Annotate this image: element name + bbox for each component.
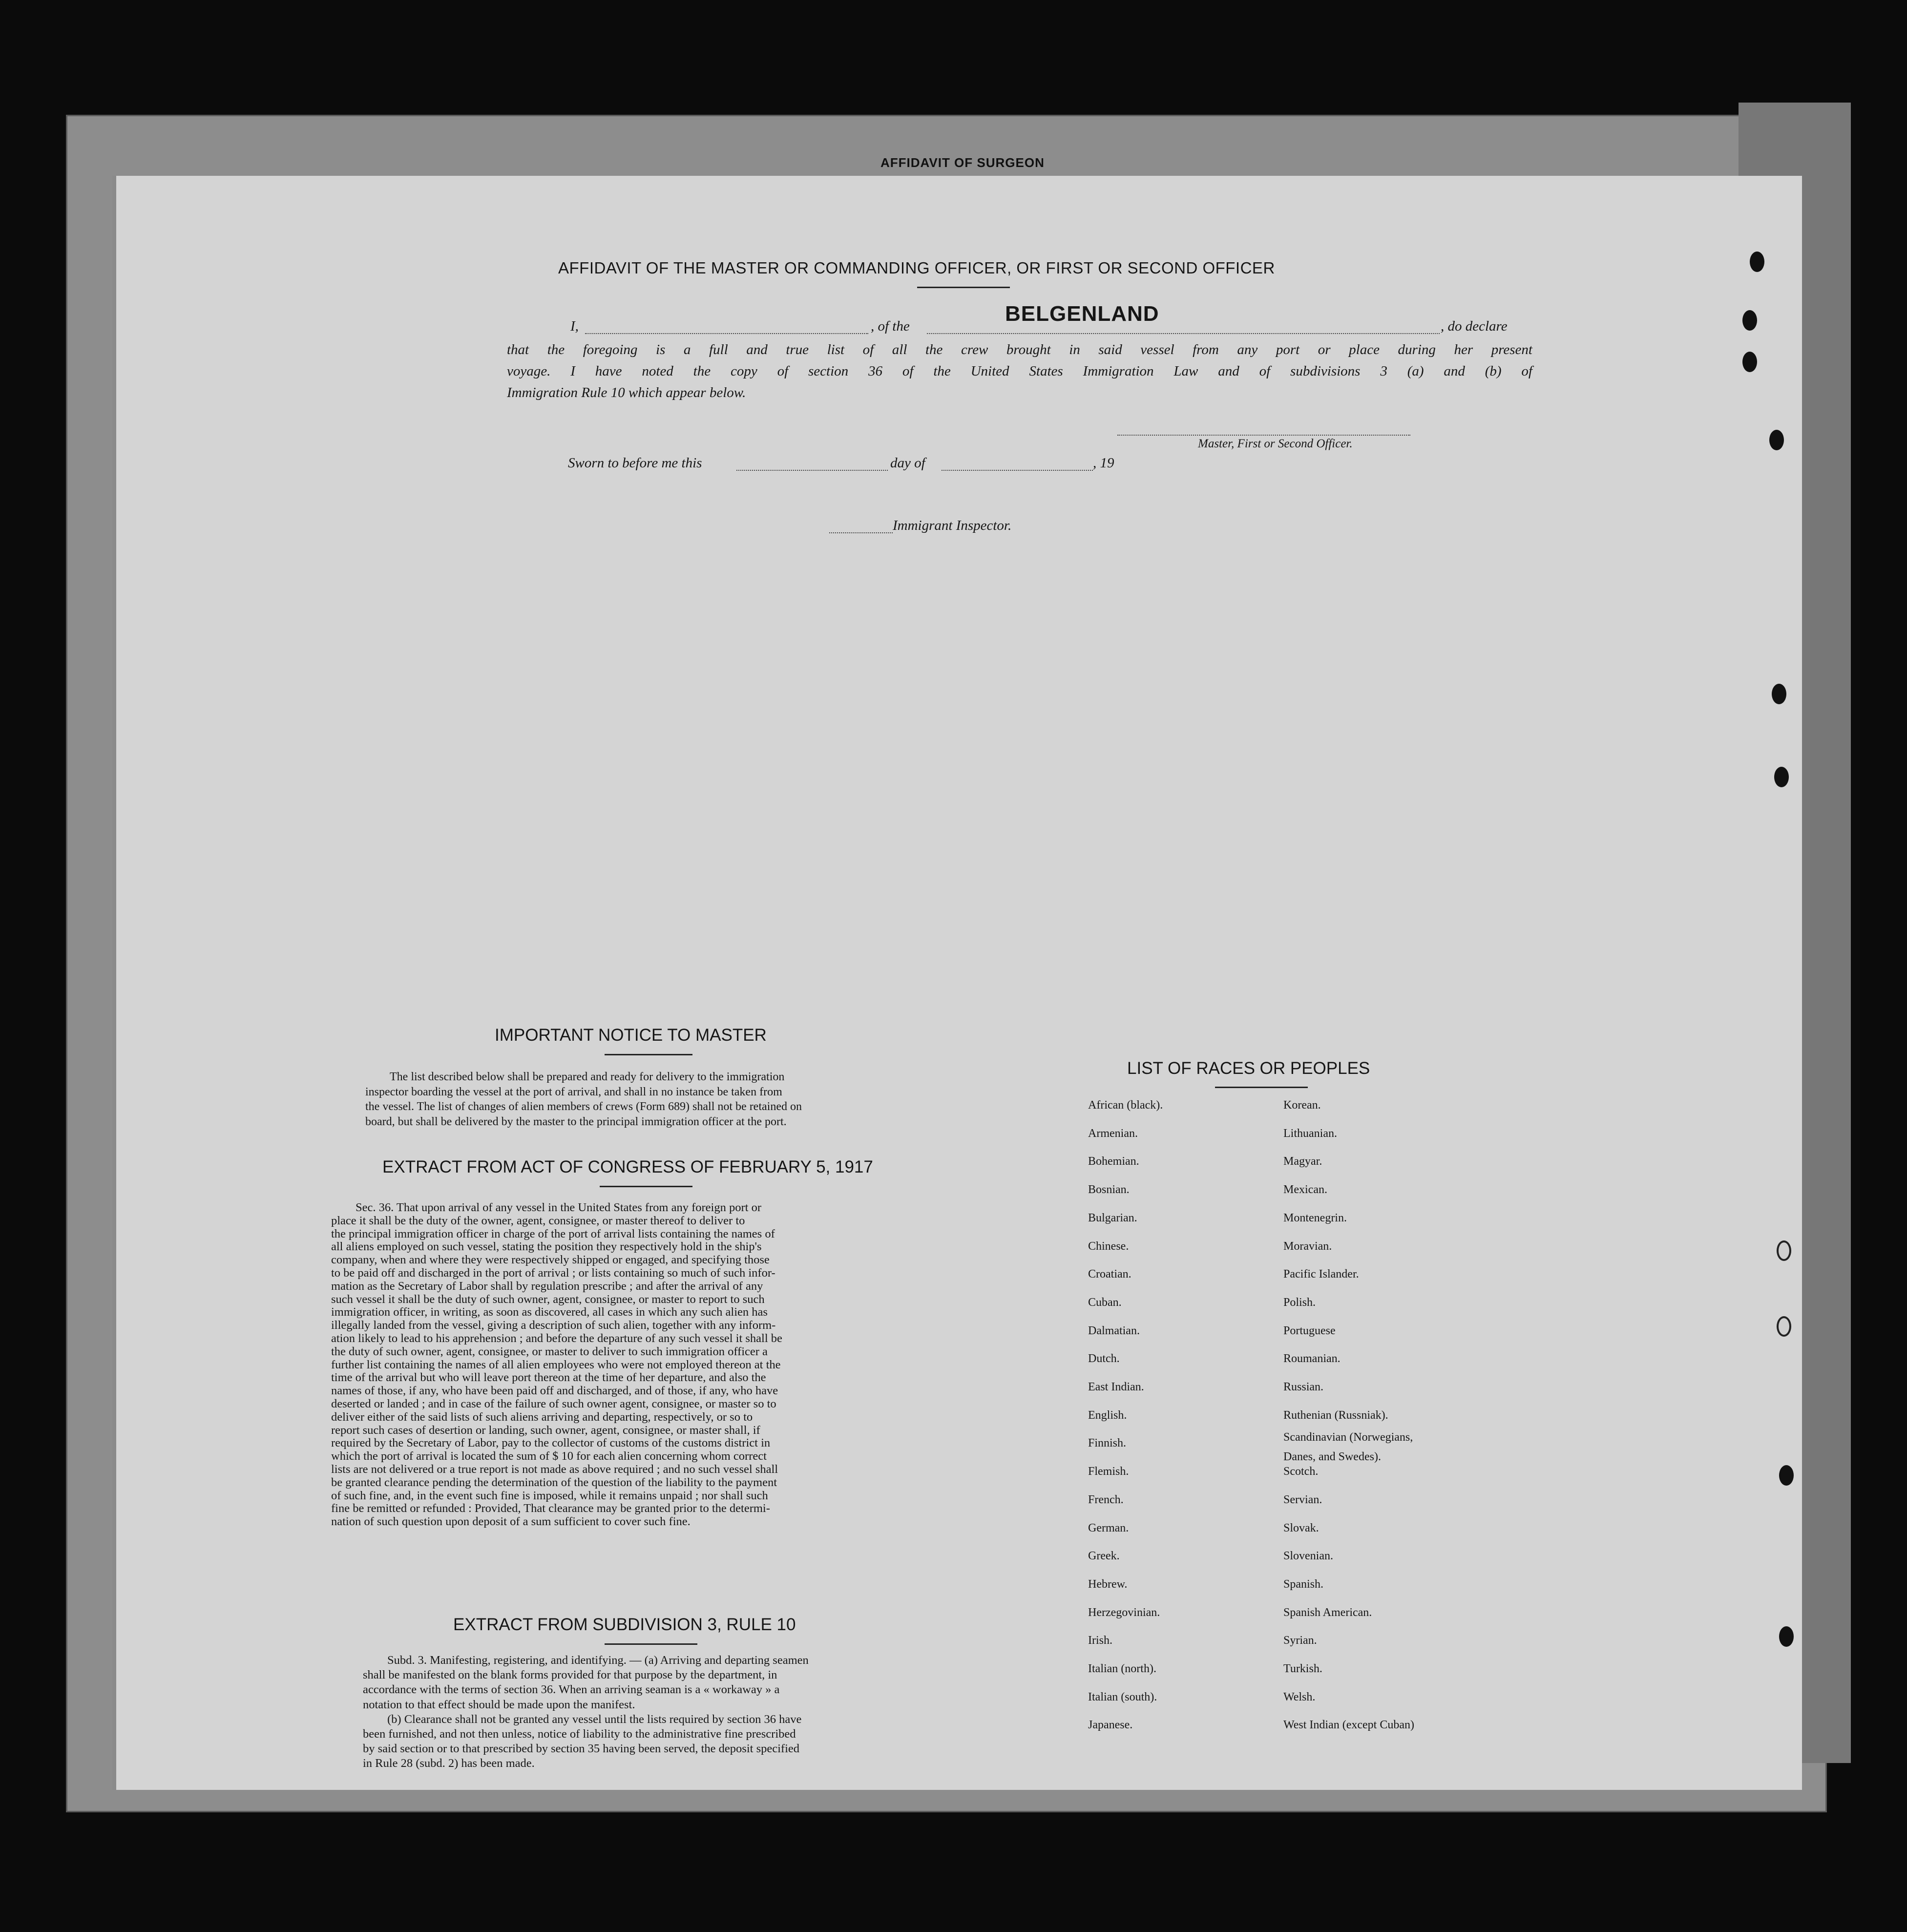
affidavit-line3: voyage. I have noted the copy of section 36 of the United States Immigration Law and of subdivisions 3 (a) and (b) of <box>507 363 1532 379</box>
race-entry: Ruthenian (Russniak). <box>1283 1408 1388 1422</box>
extract-act-line: required by the Secretary of Labor, pay to the collector of customs of the customs district in <box>331 1436 771 1450</box>
form-page <box>112 176 1802 1790</box>
race-entry: Bosnian. <box>1088 1183 1130 1197</box>
race-entry: Dutch. <box>1088 1352 1120 1365</box>
punch-hole <box>1772 684 1786 704</box>
race-entry: English. <box>1088 1408 1127 1422</box>
race-entry: Mexican. <box>1283 1183 1327 1197</box>
affidavit-line1-end: , do declare <box>1441 318 1508 334</box>
punch-hole <box>1750 252 1764 272</box>
extract-rule-heading: EXTRACT FROM SUBDIVISION 3, RULE 10 <box>453 1615 796 1634</box>
extract-act-line: to be paid off and discharged in the port of arrival ; or lists containing so much of such infor- <box>331 1266 775 1280</box>
affidavit-line1-start: I, <box>570 318 579 334</box>
punch-hole <box>1779 1626 1794 1647</box>
divider <box>600 1186 692 1187</box>
back-sheet-title: AFFIDAVIT OF SURGEON <box>880 155 1045 170</box>
race-entry: Cuban. <box>1088 1296 1122 1309</box>
race-entry: Danes, and Swedes). <box>1283 1450 1381 1463</box>
punch-hole <box>1777 1240 1791 1261</box>
divider <box>917 287 1010 288</box>
extract-act-line: report such cases of desertion or landing, such owner, agent, consignee, or master shall, if <box>331 1423 760 1437</box>
race-entry: Chinese. <box>1088 1239 1129 1253</box>
race-entry: Bulgarian. <box>1088 1211 1137 1224</box>
extract-rule-line: accordance with the terms of section 36. When an arriving seaman is a « workaway » a <box>363 1683 780 1697</box>
sworn-month-blank <box>942 470 1093 471</box>
extract-act-line: deserted or landed ; and in case of the failure of such owner agent, consignee, or master so to <box>331 1397 776 1410</box>
race-entry: Scandinavian (Norwegians, <box>1283 1431 1413 1444</box>
extract-act-line: deliver either of the said lists of such aliens arriving and departing, respectively, or so to <box>331 1410 753 1424</box>
races-heading: LIST OF RACES OR PEOPLES <box>1127 1059 1370 1078</box>
notice-line: the vessel. The list of changes of alien members of crews (Form 689) shall not be retained on <box>365 1100 802 1113</box>
race-entry: Spanish. <box>1283 1577 1324 1591</box>
race-entry: Welsh. <box>1283 1690 1316 1703</box>
extract-act-line: further list containing the names of all alien employees who were not employed thereon at the <box>331 1358 781 1371</box>
notice-line: inspector boarding the vessel at the port of arrival, and shall in no instance be taken from <box>365 1085 782 1098</box>
sworn-day-of: day of <box>890 455 925 471</box>
extract-act-line: of such fine, and, in the event such fine is imposed, while it remains unpaid ; nor shall such <box>331 1489 768 1502</box>
extract-act-line: illegally landed from the vessel, giving a description of such alien, together with any inform- <box>331 1319 776 1332</box>
extract-act-text <box>331 1201 1083 1529</box>
race-entry: West Indian (except Cuban) <box>1283 1719 1414 1732</box>
race-entry: Russian. <box>1283 1381 1324 1393</box>
race-entry: Korean. <box>1283 1099 1321 1112</box>
extract-act-line: time of the arrival but who will leave port thereon at the time of her departure, and also the <box>331 1371 766 1385</box>
extract-rule-line: Subd. 3. Manifesting, registering, and identifying. — (a) Arriving and departing seamen <box>387 1654 809 1667</box>
notice-line: The list described below shall be prepared and ready for delivery to the immigration <box>390 1071 785 1083</box>
race-entry: Japanese. <box>1088 1719 1133 1732</box>
extract-rule-line: by said section or to that prescribed by section 35 having been served, the deposit specified <box>363 1742 799 1756</box>
extract-act-line: names of those, if any, who have been paid off and discharged, and of those, if any, who have <box>331 1384 778 1398</box>
race-entry: Hebrew. <box>1088 1577 1128 1591</box>
extract-rule-line: notation to that effect should be made upon the manifest. <box>363 1698 635 1711</box>
race-entry: German. <box>1088 1521 1129 1534</box>
race-entry: Moravian. <box>1283 1239 1332 1253</box>
affidavit-line2: that the foregoing is a full and true list of all the crew brought in said vessel from any port or place during her present <box>507 342 1532 357</box>
notice-text <box>365 1070 1083 1129</box>
race-entry: African (black). <box>1088 1099 1163 1112</box>
extract-act-line: such vessel it shall be the duty of such owner, agent, consignee, or master to report to such <box>331 1292 765 1306</box>
extract-act-line: immigration officer, in writing, as soon as discovered, all cases in which any such alien has <box>331 1305 768 1319</box>
extract-act-line: ation likely to lead to his apprehension ; and before the departure of any such vessel it shall be <box>331 1331 782 1345</box>
race-entry: Scotch. <box>1283 1465 1319 1478</box>
extract-rule-line: in Rule 28 (subd. 2) has been made. <box>363 1757 535 1770</box>
affidavit-heading: AFFIDAVIT OF THE MASTER OR COMMANDING OFFICER, OR FIRST OR SECOND OFFICER <box>558 259 1275 277</box>
race-entry: Flemish. <box>1088 1465 1129 1478</box>
punch-hole <box>1742 310 1757 331</box>
name-blank <box>585 333 868 334</box>
extract-act-line: nation of such question upon deposit of a sum sufficient to cover such fine. <box>331 1515 691 1529</box>
race-entry: Portuguese <box>1283 1324 1336 1337</box>
race-entry: Armenian. <box>1088 1127 1138 1140</box>
race-entry: Magyar. <box>1283 1155 1322 1168</box>
extract-act-line: the principal immigration officer in charge of the port of arrival lists containing the names of <box>331 1227 775 1240</box>
race-entry: Syrian. <box>1283 1634 1317 1647</box>
race-entry: Spanish American. <box>1283 1606 1372 1619</box>
race-entry: Turkish. <box>1283 1662 1322 1675</box>
race-entry: Montenegrin. <box>1283 1211 1347 1224</box>
race-entry: Greek. <box>1088 1550 1120 1563</box>
race-entry: Roumanian. <box>1283 1352 1341 1365</box>
extract-rule-line: been furnished, and not then unless, notice of liability to the administrative fine prescribed <box>363 1727 796 1741</box>
race-entry: Polish. <box>1283 1296 1316 1309</box>
extract-act-heading: EXTRACT FROM ACT OF CONGRESS OF FEBRUARY 5, 1917 <box>382 1157 873 1176</box>
inspector-label: Immigrant Inspector. <box>893 518 1012 533</box>
extract-rule-line: shall be manifested on the blank forms provided for that purpose by the department, in <box>363 1668 777 1682</box>
extract-rule-text <box>363 1653 1086 1771</box>
race-entry: Slovak. <box>1283 1521 1319 1534</box>
race-entry: Servian. <box>1283 1493 1322 1506</box>
notice-heading: IMPORTANT NOTICE TO MASTER <box>495 1026 767 1045</box>
race-entry: Irish. <box>1088 1634 1112 1647</box>
extract-act-line: Sec. 36. That upon arrival of any vessel in the United States from any foreign port or <box>356 1201 761 1214</box>
sworn-year: , 19 <box>1093 455 1114 471</box>
notice-line: board, but shall be delivered by the master to the principal immigration officer at the port. <box>365 1115 787 1128</box>
extract-act-line: all aliens employed on such vessel, stating the position they respectively hold in the ship's <box>331 1240 762 1254</box>
ship-name: BELGENLAND <box>1005 302 1159 326</box>
race-entry: Croatian. <box>1088 1268 1132 1281</box>
divider <box>1215 1087 1308 1088</box>
race-entry: Herzegovinian. <box>1088 1606 1160 1619</box>
punch-hole <box>1779 1465 1794 1486</box>
punch-hole <box>1742 352 1757 372</box>
extract-act-line: which the port of arrival is located the sum of $ 10 for each alien concerning whom correct <box>331 1449 767 1463</box>
race-entry: Pacific Islander. <box>1283 1268 1359 1281</box>
punch-hole <box>1769 430 1784 450</box>
race-entry: Italian (north). <box>1088 1662 1156 1675</box>
punch-hole <box>1777 1316 1791 1337</box>
extract-act-line: place it shall be the duty of the owner, agent, consignee, or master thereof to deliver to <box>331 1214 745 1227</box>
extract-act-line: fine be remitted or refunded : Provided, That clearance may be granted prior to the determi- <box>331 1502 770 1515</box>
race-entry: Bohemian. <box>1088 1155 1139 1168</box>
affidavit-of-the: , of the <box>871 318 910 334</box>
extract-act-line: the duty of such owner, agent, consignee, or master to deliver to such immigration officer a <box>331 1344 768 1358</box>
inspector-blank <box>829 532 893 533</box>
sworn-day-blank <box>736 470 888 471</box>
race-entry: French. <box>1088 1493 1124 1506</box>
divider <box>605 1643 697 1645</box>
master-signature-label: Master, First or Second Officer. <box>1198 437 1353 450</box>
race-entry: Finnish. <box>1088 1437 1127 1450</box>
race-entry: Italian (south). <box>1088 1690 1157 1703</box>
extract-act-line: mation as the Secretary of Labor shall by regulation prescribe ; and after the arrival of any <box>331 1279 763 1293</box>
sworn-start: Sworn to before me this <box>568 455 702 471</box>
extract-rule-line: (b) Clearance shall not be granted any vessel until the lists required by section 36 have <box>387 1712 802 1726</box>
race-entry: East Indian. <box>1088 1381 1144 1393</box>
race-entry: Slovenian. <box>1283 1550 1333 1563</box>
divider <box>605 1054 692 1055</box>
extract-act-line: company, when and where they were respectively shipped or engaged, and specifying those <box>331 1253 770 1267</box>
punch-hole <box>1774 767 1789 787</box>
affidavit-line4: Immigration Rule 10 which appear below. <box>507 385 746 400</box>
extract-act-line: lists are not delivered or a true report is not made as above required ; and no such vessel shall <box>331 1462 778 1476</box>
race-entry: Lithuanian. <box>1283 1127 1337 1140</box>
vessel-blank <box>927 333 1440 334</box>
master-signature-blank <box>1117 435 1410 436</box>
extract-act-line: be granted clearance pending the determination of the question of the liability to the payment <box>331 1475 777 1489</box>
race-entry: Dalmatian. <box>1088 1324 1140 1337</box>
